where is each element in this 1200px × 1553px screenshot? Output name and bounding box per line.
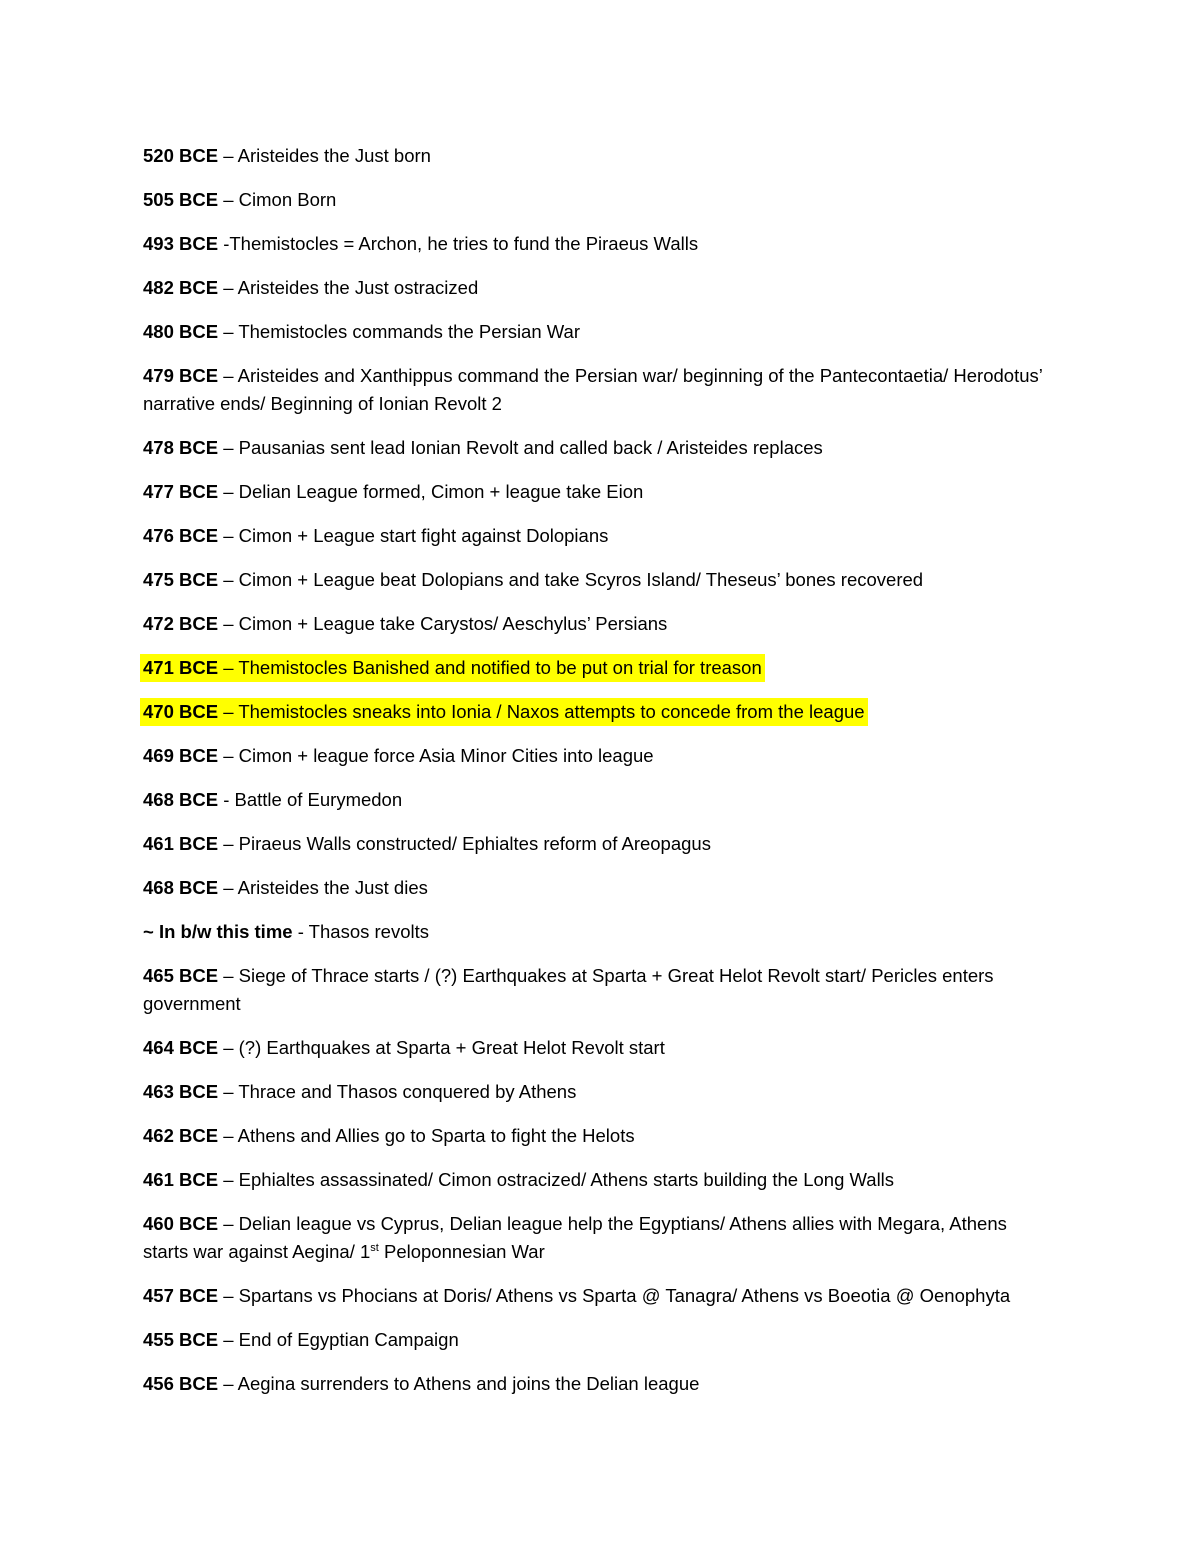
- timeline-list: [140, 142, 1060, 1398]
- timeline-entry: [140, 1210, 1060, 1266]
- entry-date: 460 BCE: [143, 1213, 219, 1234]
- ordinal-suffix: st: [370, 1241, 379, 1254]
- timeline-entry: [140, 230, 1060, 258]
- entry-date: 457 BCE: [143, 1285, 219, 1306]
- entry-date: 456 BCE: [143, 1373, 219, 1394]
- entry-text-tail: Peloponnesian War: [378, 1241, 545, 1262]
- timeline-entry: [140, 522, 1060, 550]
- entry-date: 461 BCE: [143, 833, 219, 854]
- entry-text: – Spartans vs Phocians at Doris/ Athens vs Sparta @ Tanagra/ Athens vs Boeotia @ Oenophyta: [218, 1285, 1011, 1306]
- entry-text: – Ephialtes assassinated/ Cimon ostracized/ Athens starts building the Long Walls: [218, 1169, 895, 1190]
- entry-text: – Delian League formed, Cimon + league take Eion: [218, 481, 644, 502]
- entry-text: – Athens and Allies go to Sparta to fight the Helots: [218, 1125, 635, 1146]
- timeline-entry: [140, 274, 1060, 302]
- entry-date: 493 BCE: [143, 233, 219, 254]
- timeline-entry: [140, 1078, 1060, 1106]
- timeline-entry: [140, 742, 1060, 770]
- entry-date: 461 BCE: [143, 1169, 219, 1190]
- entry-text: – Cimon Born: [218, 189, 337, 210]
- entry-date: 462 BCE: [143, 1125, 219, 1146]
- entry-date: 455 BCE: [143, 1329, 219, 1350]
- entry-text: – Pausanias sent lead Ionian Revolt and called back / Aristeides replaces: [218, 437, 823, 458]
- entry-text: – Delian league vs Cyprus, Delian league help the Egyptians/ Athens allies with Megara, Athens starts war against Aegina/ 1: [143, 1213, 1007, 1262]
- entry-text: – (?) Earthquakes at Sparta + Great Helot Revolt start: [218, 1037, 665, 1058]
- entry-text: – Aristeides the Just born: [218, 145, 431, 166]
- timeline-entry: [140, 434, 1060, 462]
- timeline-entry: [140, 566, 1060, 594]
- timeline-entry: [140, 610, 1060, 638]
- entry-date: 471 BCE: [143, 657, 219, 678]
- entry-text: – Siege of Thrace starts / (?) Earthquakes at Sparta + Great Helot Revolt start/ Pericles enters government: [143, 965, 994, 1014]
- timeline-entry: [140, 186, 1060, 214]
- entry-text: – Thrace and Thasos conquered by Athens: [218, 1081, 577, 1102]
- timeline-entry: [140, 1326, 1060, 1354]
- entry-date: 475 BCE: [143, 569, 219, 590]
- entry-text: – Piraeus Walls constructed/ Ephialtes reform of Areopagus: [218, 833, 711, 854]
- entry-text: – Cimon + League take Carystos/ Aeschylus’ Persians: [218, 613, 668, 634]
- entry-text: – Cimon + League beat Dolopians and take Scyros Island/ Theseus’ bones recovered: [218, 569, 924, 590]
- entry-text: – Themistocles sneaks into Ionia / Naxos attempts to concede from the league: [218, 701, 865, 722]
- entry-date: 468 BCE: [143, 877, 219, 898]
- entry-text: - Thasos revolts: [292, 921, 429, 942]
- entry-text: – Aegina surrenders to Athens and joins the Delian league: [218, 1373, 700, 1394]
- entry-date: 505 BCE: [143, 189, 219, 210]
- timeline-entry-highlighted: [140, 654, 765, 682]
- entry-date: 472 BCE: [143, 613, 219, 634]
- timeline-entry: [140, 1166, 1060, 1194]
- timeline-entry: [140, 478, 1060, 506]
- entry-text: – Aristeides and Xanthippus command the Persian war/ beginning of the Pantecontaetia/ Herodotus’ narrative ends/ Beginning of Ionian Revolt 2: [143, 365, 1043, 414]
- entry-date: 520 BCE: [143, 145, 219, 166]
- timeline-entry: [140, 830, 1060, 858]
- entry-text: – Cimon + League start fight against Dolopians: [218, 525, 609, 546]
- entry-date: 465 BCE: [143, 965, 219, 986]
- timeline-entry: [140, 362, 1060, 418]
- timeline-entry: [140, 874, 1060, 902]
- timeline-entry: [140, 1282, 1060, 1310]
- timeline-entry: [140, 1370, 1060, 1398]
- entry-text: – Themistocles Banished and notified to be put on trial for treason: [218, 657, 762, 678]
- entry-date: 482 BCE: [143, 277, 219, 298]
- timeline-entry: [140, 142, 1060, 170]
- entry-text: -Themistocles = Archon, he tries to fund the Piraeus Walls: [218, 233, 699, 254]
- entry-date: 468 BCE: [143, 789, 219, 810]
- timeline-entry: [140, 1034, 1060, 1062]
- timeline-entry: [140, 962, 1060, 1018]
- entry-date: 478 BCE: [143, 437, 219, 458]
- entry-text: – Aristeides the Just dies: [218, 877, 428, 898]
- entry-text: – End of Egyptian Campaign: [218, 1329, 459, 1350]
- entry-date: 477 BCE: [143, 481, 219, 502]
- entry-text: - Battle of Eurymedon: [218, 789, 403, 810]
- entry-date: ~ In b/w this time: [143, 921, 293, 942]
- entry-text: – Cimon + league force Asia Minor Cities into league: [218, 745, 654, 766]
- entry-date: 480 BCE: [143, 321, 219, 342]
- timeline-entry-highlighted: [140, 698, 868, 726]
- entry-date: 470 BCE: [143, 701, 219, 722]
- entry-date: 463 BCE: [143, 1081, 219, 1102]
- entry-date: 469 BCE: [143, 745, 219, 766]
- entry-text: – Themistocles commands the Persian War: [218, 321, 580, 342]
- timeline-entry: [140, 786, 1060, 814]
- entry-date: 476 BCE: [143, 525, 219, 546]
- timeline-entry-interval: [140, 918, 1060, 946]
- timeline-entry: [140, 318, 1060, 346]
- timeline-entry: [140, 1122, 1060, 1150]
- entry-date: 479 BCE: [143, 365, 219, 386]
- entry-date: 464 BCE: [143, 1037, 219, 1058]
- entry-text: – Aristeides the Just ostracized: [218, 277, 479, 298]
